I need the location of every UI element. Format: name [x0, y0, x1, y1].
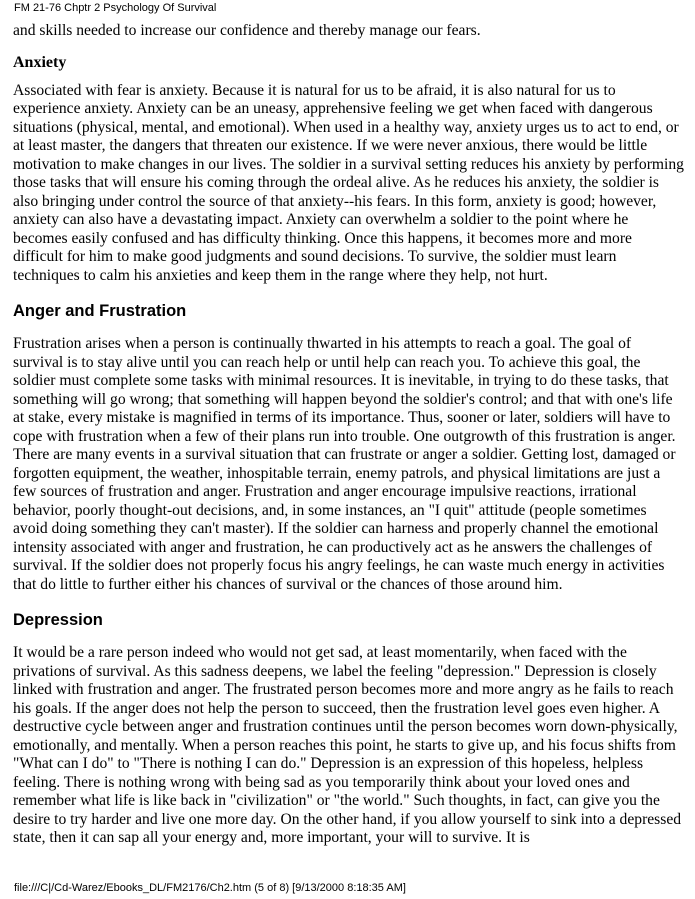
document-body [13, 22, 685, 848]
page-footer-url: file:///C|/Cd-Warez/Ebooks_DL/FM2176/Ch2.htm (5 of 8) [9/13/2000 8:18:35 AM] [14, 882, 406, 894]
heading-anger-frustration: Anger and Frustration [13, 302, 187, 320]
paragraph-anxiety: Associated with fear is anxiety. Because it is natural for us to be afraid, it is also natural for us to experience anxiety. Anxiety can be an uneasy, apprehensive feeling we get when faced with dangerous situations (physical, mental, and emotional). When used in a healthy way, anxiety urges us to act to end, or at least master, the dangers that threaten our existence. If we were never anxious, there would be little motivation to make changes in our lives. The soldier in a survival setting reduces his anxiety by performing those tasks that will ensure his coming through the ordeal alive. As he reduces his anxiety, the soldier is also bringing under control the source of that anxiety--his fears. In this form, anxiety is good; however, anxiety can also have a devastating impact. Anxiety can overwhelm a soldier to the point where he becomes easily confused and has difficulty thinking. Once this happens, it becomes more and more difficult for him to make good judgments and sound decisions. To survive, the soldier must learn techniques to calm his anxieties and keep them in the range where they help, not hurt. [13, 81, 684, 284]
page-header: FM 21-76 Chptr 2 Psychology Of Survival [14, 2, 217, 14]
paragraph-anger-frustration: Frustration arises when a person is continually thwarted in his attempts to reach a goal. The goal of survival is to stay alive until you can reach help or until help can reach you. To achieve this goal, the soldier must complete some tasks with minimal resources. It is inevitable, in trying to do these tasks, that something will go wrong; that something will happen beyond the soldier's control; and that with one's life at stake, every mistake is magnified in terms of its importance. Thus, sooner or later, soldiers will have to cope with frustration when a few of their plans run into trouble. One outgrowth of this frustration is anger. There are many events in a survival situation that can frustrate or anger a soldier. Getting lost, damaged or forgotten equipment, the weather, inhospitable terrain, enemy patrols, and physical limitations are just a few sources of frustration and anger. Frustration and anger encourage impulsive reactions, irrational behavior, poorly thought-out decisions, and, in some instances, an "I quit" attitude (people sometimes avoid doing something they can't master). If the soldier can harness and properly channel the emotional intensity associated with anger and frustration, he can productively act as he answers the challenges of survival. If the soldier does not properly focus his angry feelings, he can waste much energy in activities that do little to further either his chances of survival or the chances of those around him. [13, 335, 676, 593]
lead-paragraph: and skills needed to increase our confidence and thereby manage our fears. [13, 22, 481, 39]
heading-anxiety: Anxiety [13, 53, 67, 71]
heading-depression: Depression [13, 611, 103, 629]
paragraph-depression: It would be a rare person indeed who would not get sad, at least momentarily, when faced with the privations of survival. As this sadness deepens, we label the feeling "depression." Depression is closely linked with frustration and anger. The frustrated person becomes more and more angry as he fails to reach his goals. If the anger does not help the person to succeed, then the frustration level goes even higher. A destructive cycle between anger and frustration continues until the person becomes worn down-physically, emotionally, and mentally. When a person reaches this point, he starts to give up, and his focus shifts from "What can I do" to "There is nothing I can do." Depression is an expression of this hopeless, helpless feeling. There is nothing wrong with being sad as you temporarily think about your loved ones and remember what life is like back in "civilization" or "the world." Such thoughts, in fact, can give you the desire to try harder and live one more day. On the other hand, if you allow yourself to sink into a depressed state, then it can sap all your energy and, more important, your will to survive. It is [13, 644, 682, 846]
